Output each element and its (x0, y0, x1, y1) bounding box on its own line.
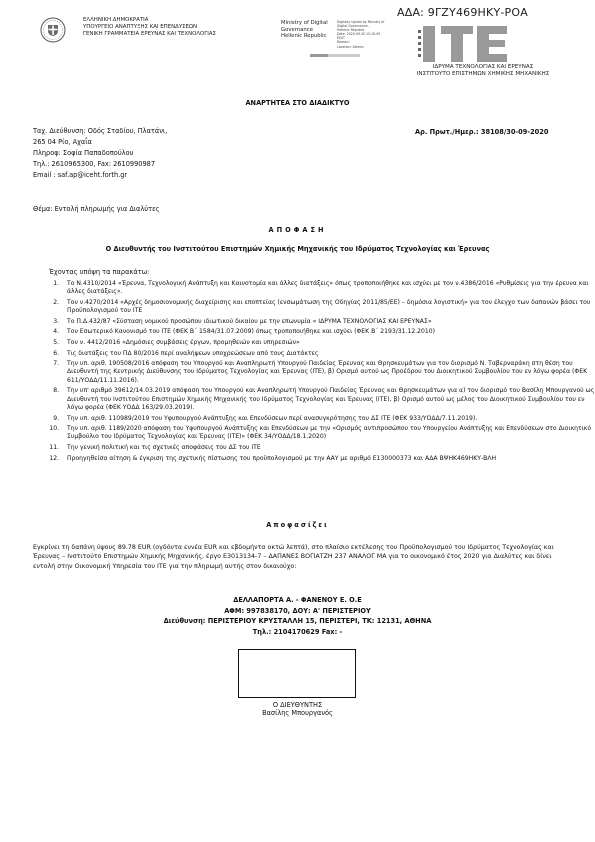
ite-logo-text: ITE (463, 24, 465, 25)
signature-stamp-box (238, 649, 356, 698)
payee-phone: Τηλ.: 2104170629 Fax: - (252, 627, 343, 636)
protocol-number: Αρ. Πρωτ./Ημερ.: 38108/30-09-2020 (415, 128, 549, 136)
posted-notice: ΑΝΑΡΤΗΤΕΑ ΣΤΟ ΔΙΑΔΙΚΤΥΟ (245, 99, 350, 107)
ite-logo (417, 22, 510, 64)
consideration-item: 5. Τον ν. 4412/2016 «Δημόσιες συμβάσεις έργων, προμηθειών και υπηρεσιών» (61, 339, 595, 347)
decision-body: Εγκρίνει τη δαπάνη ύψους 89.78 EUR (ογδόντα εννέα EUR και εβδομήντα οκτώ λεπτά), στο πλαίσιο εκτέλεσης του Προϋπολογισμού του Ιδρύματος Τεχνολογίας και Έρευνας – Ινστιτούτο Επιστημών Χημικής Μηχανικής, έργο Ε3013134-7 – ΔΑΠΑΝΕΣ ΒΟΓΙΑΤΖΗ 237 ΑΝΑΛΟΓ ΜΑ για το οικονομικό έτος 2020 για Διαλύτες και δίνει εντολή στην Οικονομική Υπηρεσία του ΙΤΕ για την πληρωμή αυτής στον δικαιούχο: (33, 544, 554, 570)
decision-title: ΑΠΟΦΑΣΗ (268, 226, 327, 234)
address-line: Ταχ. Διεύθυνση: Οδός Σταδίου, Πλατάνι, (33, 127, 168, 135)
ite-subtitle: ΙΔΡΥΜΑ ΤΕΧΝΟΛΟΓΙΑΣ ΚΑΙ ΕΡΕΥΝΑΣ ΙΝΣΤΙΤΟΥΤΟ ΕΠΙΣΤΗΜΩΝ ΧΗΜΙΚΗΣ ΜΗΧΑΝΙΚΗΣ (416, 64, 550, 77)
consideration-item: 6. Τις διατάξεις του ΠΔ 80/2016 περί αναλήψεων υποχρεώσεων από τους Διατάκτες (61, 350, 595, 358)
payee-address: Διεύθυνση: ΠΕΡΙΣΤΕΡΙΟΥ ΚΡΥΣΤΑΛΛΗ 15, ΠΕΡΙΣΤΕΡΙ, ΤΚ: 12131, ΑΘΗΝΑ (163, 617, 432, 625)
address-line: Τηλ.: 2610965300, Fax: 2610990987 (33, 160, 156, 168)
signature-line-icon (310, 53, 360, 58)
consideration-item: 3. Το Π.Δ.432/87 «Σύσταση νομικού προσώπου ιδιωτικού δικαίου με την επωνυμία « ΙΔΡΥΜΑ ΤΕΧΝΟΛΟΓΙΑΣ ΚΑΙ ΕΡΕΥΝΑΣ» (61, 318, 595, 326)
consideration-item: 2. Τον ν.4270/2014 «Αρχές δημοσιονομικής διαχείρισης και εποπτείας (ενσωμάτωση της Οδηγίας 2011/85/ΕΕ) – δημόσια λογιστική» για τον έλεγχο των δαπανών βάσει του Προϋπολογισμού του ΙΤΕ (61, 299, 595, 316)
greek-emblem-icon (40, 17, 66, 43)
signature-block (0, 701, 595, 718)
decision-subtitle: Ο Διευθυντής του Ινστιτούτου Επιστημών Χημικής Μηχανικής του Ιδρύματος Τεχνολογίας και Έρευνας (105, 245, 490, 253)
payee-name: ΔΕΛΛΑΠΟΡΤΑ Α. - ΦΑΝΕΝΟΥ Ε. Ο.Ε (233, 596, 362, 604)
considerations-intro: Έχοντας υπόψη τα παρακάτω: (49, 268, 150, 276)
payee-tax-id: ΑΦΜ: 997838170, ΔΟΥ: Α' ΠΕΡΙΣΤΕΡΙΟΥ (224, 606, 371, 615)
consideration-item: 1. Το Ν.4310/2014 «Έρευνα, Τεχνολογική Ανάπτυξη και Καινοτομία και άλλες διατάξεις» όπως τροποποιήθηκε και ισχύει με τον ν.4386/2016 «Ρυθμίσεις για την έρευνα και άλλες διατάξεις». (61, 280, 595, 297)
consideration-item: 12. Προηγηθείσα αίτηση & έγκριση της σχετικής πίστωσης του προϋπολογισμού με την ΑΑΥ με αριθμό Ε130000373 και ΑΔΑ ΒΨΗΚ469ΗΚΥ-ΒΛΗ (61, 455, 595, 463)
signer-title: Ο ΔΙΕΥΘΥΝΤΗΣ (272, 701, 323, 709)
consideration-item: 8. Την υπ' αριθμό 39612/14.03.2019 απόφαση του Υπουργού και Αναπληρωτή Υπουργού Παιδείας Έρευνας και Θρησκευμάτων για α) τον διορισμό του Βασίλη Μπουργανού ως Διευθυντή του Ινστιτούτου Επιστημών Χημικής Μηχανικής του Ιδρύματος Τεχνολογίας και Έρευνας (ΙΤΕ), β) Ορισμό αυτού ως μέλος του Διοικητικού Συμβουλίου του εν λόγω φορέα (ΦΕΚ ΥΟΔΔ 163/29.03.2019). (61, 387, 595, 412)
considerations-list (33, 280, 595, 465)
address-line: 265 04 Ρίο, Αχαΐα (33, 138, 92, 146)
consideration-item: 9. Την υπ. αριθ. 110989/2019 του Υφυπουργού Ανάπτυξης και Επενδύσεων περί ανασυγκρότησης του ΔΣ ΙΤΕ (ΦΕΚ 933/ΥΟΔΔ/7.11.2019). (61, 415, 595, 423)
sender-address (33, 126, 167, 181)
consideration-item: 7. Την υπ. αριθ. 190508/2016 απόφαση του Υπουργού και Αναπληρωτή Υπουργού Παιδείας Έρευνας και Θρησκευμάτων για τον διορισμό Ν. Ταβερναράκη στη θέση του Διευθυντή της Κεντρικής Διεύθυνσης του Ιδρύματος Τεχνολογίας και Έρευνας (ΙΤΕ), β) Ορισμό αυτού ως Προέδρου του Διοικητικού Συμβουλίου του εν λόγω φορέα (ΦΕΚ 611/ΥΟΔΔ/11.11.2016). (61, 360, 595, 385)
payee-block (0, 595, 595, 637)
greek-republic-text: ΕΛΛΗΝΙΚΗ ΔΗΜΟΚΡΑΤΙΑ ΥΠΟΥΡΓΕΙΟ ΑΝΑΠΤΥΞΗΣ ΚΑΙ ΕΠΕΝΔΥΣΕΩΝ ΓΕΝΙΚΗ ΓΡΑΜΜΑΤΕΙΑ ΕΡΕΥΝΑΣ ΚΑΙ ΤΕΧΝΟΛΟΓΙΑΣ (83, 17, 216, 37)
digital-signature-details: Digitally signed by Ministry of Digital Governance, Hellenic Republic Date: 2020.09.30 15:10:05 EEST Reason: Location: Athens (337, 20, 385, 49)
subject-line: Θέμα: Εντολή πληρωμής για Διαλύτες (33, 205, 160, 213)
address-line: Πληροφ: Σοφία Παπαδοπούλου (33, 149, 134, 157)
consideration-item: 11. Την γενική πολιτική και τις σχετικές αποφάσεις του ΔΣ του ΙΤΕ (61, 444, 595, 452)
signer-name: Βασίλης Μπουργανός (262, 709, 333, 718)
consideration-item: 10. Την υπ. αριθ. 1189/2020 απόφαση του Υφυπουργού Ανάπτυξης και Επενδύσεων με την «Ορισμός αντιπροσώπου του Υπουργείου Ανάπτυξης και Επενδύσεων στο Διοικητικό Συμβούλιο του Ιδρύματος Τεχνολογίας και Έρευνας (ΙΤΕ)» (ΦΕΚ 34/ΥΟΔΔ/18.1.2020) (61, 425, 595, 442)
ada-code: ΑΔΑ: 9ΓΖΥ469ΗΚΥ-ΡΟΑ (397, 6, 528, 19)
ministry-digital-governance: Ministry of Digital Governance Hellenic Republic (281, 20, 328, 40)
consideration-item: 4. Τον Εσωτερικό Κανονισμό του ΙΤΕ (ΦΕΚ Β΄ 1584/31.07.2009) όπως τροποποιήθηκε και ισχύει (ΦΕΚ Β΄ 2193/31.12.2010) (61, 328, 595, 336)
decides-heading: Αποφασίζει (266, 521, 329, 529)
address-line: Email : saf.ap@iceht.forth.gr (33, 171, 128, 179)
